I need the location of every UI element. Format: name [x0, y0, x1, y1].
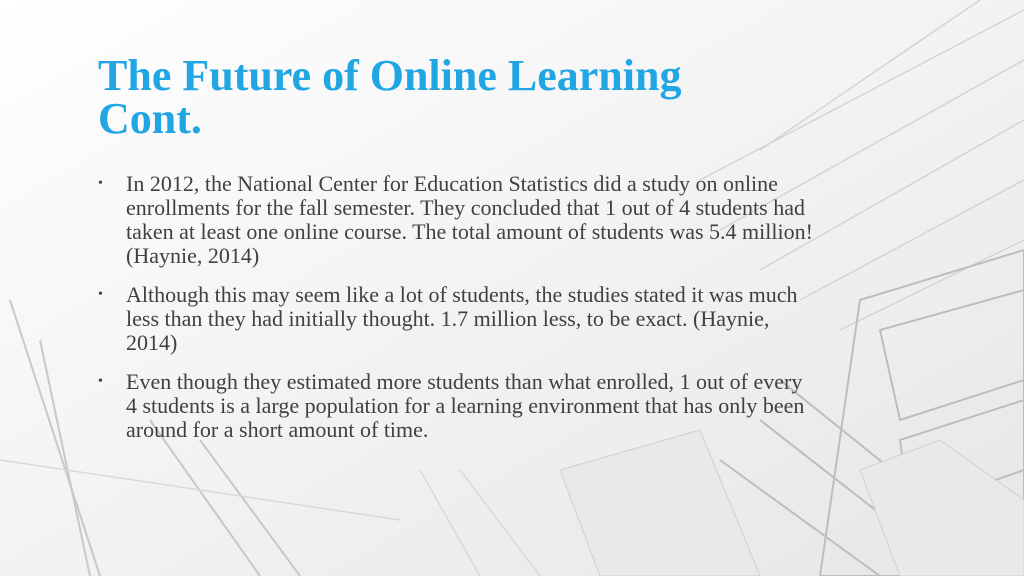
bullet-text: In 2012, the National Center for Education Statistics did a study on online enrollments for the fall semester. They concluded that 1 out of 4 students had taken at least one online course. The total amount of students was 5.4 million! (Haynie, 2014) [126, 171, 813, 268]
bullet-item-1 [98, 172, 818, 268]
bullet-text: Although this may seem like a lot of students, the studies stated it was much less than they had initially thought. 1.7 million less, to be exact. (Haynie, 2014) [126, 282, 798, 355]
bullet-dot-icon: • [98, 374, 103, 389]
bullet-dot-icon: • [98, 287, 103, 302]
bullet-item-2 [98, 283, 818, 355]
title-line-1: The Future of Online Learning [98, 51, 682, 100]
title-line-2: Cont. [98, 94, 202, 143]
slide-title [98, 51, 818, 143]
bullet-item-3 [98, 370, 818, 442]
bullet-text: Even though they estimated more students than what enrolled, 1 out of every 4 students is a large population for a learning environment that has only been around for a short amount of time. [126, 369, 805, 442]
bullet-list [98, 172, 818, 457]
bullet-dot-icon: • [98, 176, 103, 191]
